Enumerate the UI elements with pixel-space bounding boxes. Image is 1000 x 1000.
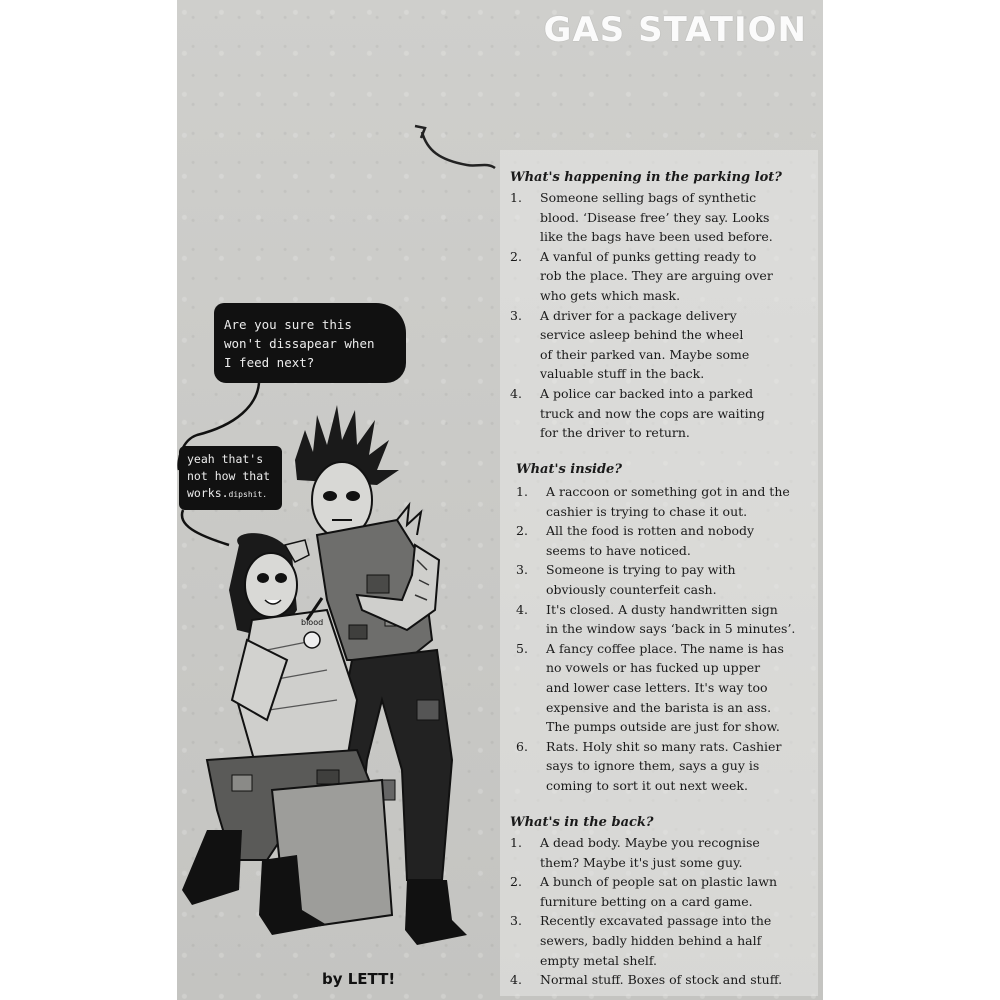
section-heading-inside: What's inside? <box>516 462 622 477</box>
list-item: 3. A driver for a package delivery service asleep behind the wheel of their parked van. Maybe some valuable stuff in the back. <box>510 307 750 382</box>
list-item: 4. Normal stuff. Boxes of stock and stuff. <box>510 972 783 988</box>
bubble-line: Are you sure this <box>224 317 352 332</box>
section-heading-back: What's in the back? <box>510 815 654 830</box>
list-back <box>510 833 782 990</box>
bubble-word-small: dipshit. <box>228 490 268 499</box>
bubble-line: I feed next? <box>224 355 315 370</box>
bubble-tail-2 <box>182 510 229 545</box>
list-inside <box>516 482 795 796</box>
section-heading-parking-lot: What's happening in the parking lot? <box>510 170 782 185</box>
list-parking-lot <box>510 188 773 443</box>
zine-page <box>177 0 823 1000</box>
list-item: 6. Rats. Holy shit so many rats. Cashier says to ignore them, says a guy is coming to sort it out next week. <box>516 738 782 793</box>
speech-bubble-question <box>214 303 406 383</box>
page-title: GAS STATION <box>543 10 807 50</box>
list-item: 3. Recently excavated passage into the sewers, badly hidden behind a half empty metal shelf. <box>510 913 772 968</box>
speech-bubble-reply <box>179 446 282 510</box>
list-item: 4. A police car backed into a parked truck and now the cops are waiting for the driver to return. <box>510 385 765 441</box>
byline: by LETT! <box>322 970 396 988</box>
bubble-word: works. <box>187 486 229 500</box>
list-item: 1. Someone selling bags of synthetic blood. ‘Disease free’ they say. Looks like the bags have been used before. <box>510 190 773 245</box>
list-item: 4. It's closed. A dusty handwritten sign in the window says ‘back in 5 minutes’. <box>516 601 796 637</box>
list-item: 2. A bunch of people sat on plastic lawn furniture betting on a card game. <box>510 874 778 909</box>
list-item: 1. A raccoon or something got in and the cashier is trying to chase it out. <box>516 484 790 519</box>
bubble-line: yeah that's <box>187 452 264 466</box>
list-item: 5. A fancy coffee place. The name is has no vowels or has fucked up upper and lower case letters. It's way too expensive and the barista is an ass. The pumps outside are just for show. <box>516 640 784 735</box>
tattoo-label: blood <box>301 618 324 627</box>
bubble-line: won't dissapear when <box>224 336 375 351</box>
bubble-line: not how that <box>187 469 271 483</box>
list-item: 2. All the food is rotten and nobody seems to have noticed. <box>516 523 755 558</box>
list-item: 2. A vanful of punks getting ready to rob the place. They are arguing over who gets which mask. <box>510 248 773 303</box>
bubble-line <box>187 485 282 503</box>
arrow-doodle <box>422 132 495 168</box>
list-item: 1. A dead body. Maybe you recognise them? Maybe it's just some guy. <box>510 835 760 870</box>
list-item: 3. Someone is trying to pay with obviously counterfeit cash. <box>516 562 736 597</box>
